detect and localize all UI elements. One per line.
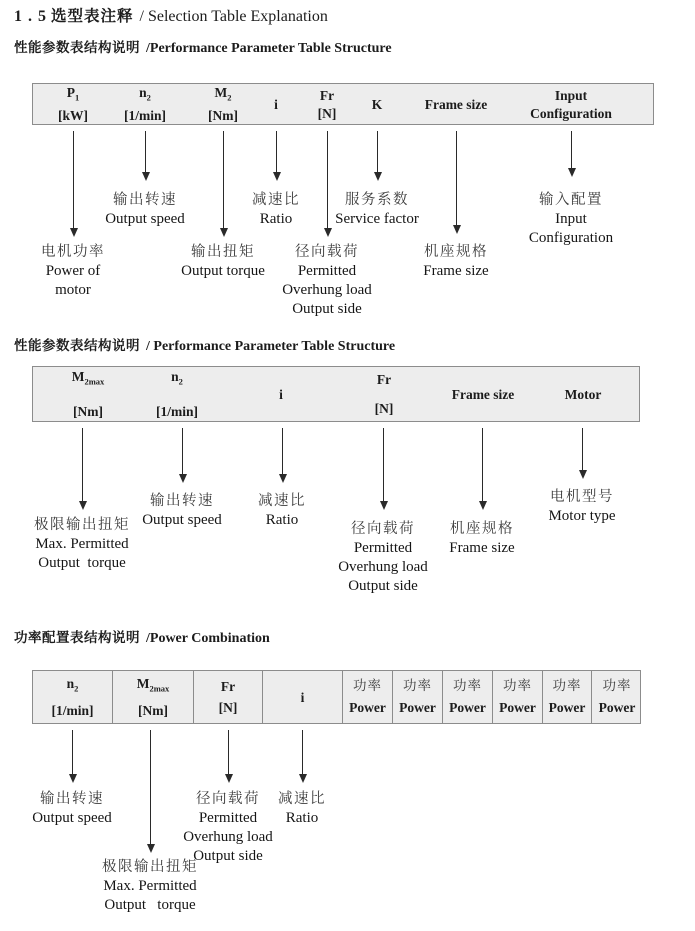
callout-label-english: Ratio [259, 211, 293, 227]
callout-arrow-stem [383, 428, 384, 501]
column-header-main: Motor [564, 386, 602, 402]
callout-label-english: Ratio [265, 512, 299, 528]
arrow-down-icon [299, 774, 307, 783]
arrow-down-icon [179, 474, 187, 483]
column-header-symbol [279, 387, 283, 402]
callout-label-english: Frame size [449, 540, 515, 556]
callout-label-english: Permitted [198, 810, 258, 826]
column-header-subscript: 2 [227, 92, 232, 103]
callout-label-chinese: 输出扭矩 [191, 244, 255, 260]
column-header-symbol [553, 679, 582, 694]
callout-label-english: Output side [292, 301, 362, 317]
callout-label [181, 242, 265, 281]
column-header-main: Frame size [424, 96, 488, 112]
callout-arrow-stem [571, 131, 572, 168]
callout-label-english: Output speed [105, 211, 185, 227]
callout-label-chinese: 减速比 [258, 493, 306, 509]
column-header-unit: [Nm] [73, 403, 103, 419]
column-header-unit: [1/min] [51, 702, 94, 718]
table-column-cell [113, 671, 194, 723]
column-header-symbol [425, 97, 488, 112]
callout-arrow-stem [72, 730, 73, 774]
column-header-symbol [274, 97, 278, 112]
column-header-main: 功率 [453, 678, 482, 694]
column-header-symbol [372, 97, 383, 112]
callout-label [529, 190, 613, 248]
column-header-unit: [kW] [58, 108, 88, 124]
callout-label-chinese: 极限输出扭矩 [102, 859, 198, 875]
table-column-cell [194, 671, 263, 723]
callout-label-chinese: 输入配置 [539, 192, 603, 208]
column-header-main: Input [554, 87, 588, 103]
table-column-cell [393, 671, 443, 723]
callout-label-chinese: 减速比 [278, 791, 326, 807]
callout-label-chinese: 服务系数 [344, 192, 409, 208]
callout-label-chinese: 输出转速 [149, 493, 214, 509]
column-header-main: 功率 [353, 678, 382, 694]
callout-label-english: Max. Permitted [35, 536, 129, 552]
callout-label-english: Max. Permitted [103, 878, 197, 894]
callout-label [335, 190, 419, 229]
callout-label-english: Output speed [142, 512, 222, 528]
column-header-unit: [1/min] [124, 108, 166, 124]
table-column-cell [40, 367, 136, 421]
column-header-symbol [301, 690, 305, 705]
column-header-symbol [452, 387, 515, 402]
column-header-main: i [274, 96, 278, 112]
column-header-symbol [353, 679, 382, 694]
table-column-cell [535, 367, 631, 421]
column-header-main: Frame size [451, 386, 515, 402]
column-header-main: n [66, 676, 75, 692]
callout-label [142, 491, 222, 530]
callout-arrow-stem [282, 428, 283, 474]
arrow-down-icon [79, 501, 87, 510]
callout-label [338, 519, 428, 596]
section-1-heading-chinese: 性能参数表结构说明 [14, 40, 140, 56]
column-header-main: Fr [376, 372, 392, 387]
callout-label-chinese: 电机功率 [41, 244, 105, 260]
column-header-main: 功率 [552, 678, 582, 694]
arrow-down-icon [324, 228, 332, 237]
table-column-cell [543, 671, 592, 723]
column-header-symbol [453, 679, 482, 694]
callout-label [278, 789, 326, 828]
callout-arrow-stem [482, 428, 483, 501]
column-header-symbol [221, 679, 235, 694]
arrow-down-icon [479, 501, 487, 510]
callout-label-english: Configuration [528, 230, 614, 246]
callout-label-english: Permitted [353, 540, 413, 556]
arrow-down-icon [142, 172, 150, 181]
callout-arrow-stem [302, 730, 303, 774]
column-header-symbol [403, 679, 432, 694]
section-3-heading-english: /Power Combination [146, 631, 270, 646]
section-2-heading-english: / Performance Parameter Table Structure [146, 339, 396, 354]
column-header-symbol [377, 372, 391, 387]
table-column-cell [33, 671, 113, 723]
callout-arrow-stem [377, 131, 378, 172]
callout-arrow-stem [276, 131, 277, 172]
callout-arrow-stem [228, 730, 229, 774]
table-column-cell [233, 367, 329, 421]
callout-label-chinese: 径向载荷 [295, 244, 359, 260]
table-column-cell [592, 671, 642, 723]
table-column-cell [443, 671, 493, 723]
callout-label [548, 487, 615, 526]
column-header-unit: Power [598, 700, 636, 715]
callout-label-chinese: 径向载荷 [351, 521, 415, 537]
callout-arrow-stem [223, 131, 224, 228]
callout-label-chinese: 输出转速 [39, 791, 104, 807]
callout-label-english: Power of [45, 263, 101, 279]
column-header-unit: [N] [317, 105, 337, 121]
column-header-unit: [1/min] [156, 403, 198, 419]
arrow-down-icon [568, 168, 576, 177]
column-header-main: n [171, 369, 179, 385]
callout-label-english: Frame size [423, 263, 489, 279]
callout-label-english: Input [555, 211, 587, 227]
table-column-cell [343, 671, 393, 723]
arrow-down-icon [69, 774, 77, 783]
column-header-unit: [N] [374, 401, 394, 416]
callout-label-english: Permitted [297, 263, 357, 279]
callout-label-english: Output torque [38, 555, 126, 571]
column-header-unit: Power [548, 700, 586, 715]
column-header-symbol [139, 85, 151, 106]
column-header-symbol [171, 369, 183, 390]
callout-label-english: Output side [193, 848, 263, 864]
column-header-symbol [555, 88, 587, 103]
callout-label [34, 515, 130, 573]
table-column-cell [435, 367, 531, 421]
callout-label [32, 789, 112, 828]
callout-label-chinese: 电机型号 [549, 489, 614, 505]
column-header-main: M [71, 369, 85, 385]
column-header-unit: Power [399, 700, 436, 715]
table-column-cell [408, 84, 504, 124]
column-header-subscript: 2 [146, 92, 151, 103]
callout-label [449, 519, 514, 558]
column-header-unit: [N] [218, 700, 238, 715]
column-header-main: 功率 [503, 678, 532, 694]
callout-arrow-stem [182, 428, 183, 474]
column-header-main: M [136, 676, 150, 692]
table-column-cell [493, 671, 543, 723]
column-header-main: Fr [220, 679, 236, 694]
section-1-heading-english: /Performance Parameter Table Structure [146, 41, 392, 56]
column-header-unit: [Nm] [208, 108, 238, 124]
callout-label [423, 242, 488, 281]
callout-arrow-stem [150, 730, 151, 844]
column-header-unit: Configuration [530, 105, 612, 121]
column-header-main: 功率 [602, 678, 632, 694]
callout-label-english: Overhung load [338, 559, 428, 575]
callout-arrow-stem [145, 131, 146, 172]
section-2-heading-chinese: 性能参数表结构说明 [14, 338, 140, 354]
arrow-down-icon [453, 225, 461, 234]
column-header-unit: Power [499, 700, 536, 715]
column-header-subscript: 2max [84, 376, 105, 387]
column-header-symbol [565, 387, 602, 402]
arrow-down-icon [273, 172, 281, 181]
arrow-down-icon [70, 228, 78, 237]
callout-label-english: Motor type [548, 508, 616, 524]
column-header-main: K [371, 96, 383, 112]
page-title-number: 1 . 5 [14, 8, 47, 25]
callout-arrow-stem [73, 131, 74, 228]
column-header-symbol [72, 369, 105, 390]
column-header-symbol [603, 679, 632, 694]
section-1-heading [14, 36, 392, 57]
column-header-symbol [67, 676, 79, 697]
column-header-unit: Power [349, 700, 386, 715]
callout-label [41, 242, 105, 300]
column-header-unit: Power [449, 700, 486, 715]
callout-label-chinese: 极限输出扭矩 [34, 517, 130, 533]
callout-label-english: Output torque [104, 897, 196, 913]
arrow-down-icon [220, 228, 228, 237]
section-3-header-table [32, 670, 641, 724]
callout-label [258, 491, 306, 530]
section-3-heading [14, 626, 270, 647]
callout-label-english: Overhung load [183, 829, 273, 845]
section-3-heading-chinese: 功率配置表结构说明 [14, 630, 140, 646]
callout-label [105, 190, 185, 229]
callout-label [282, 242, 372, 319]
arrow-down-icon [374, 172, 382, 181]
table-column-cell [129, 367, 225, 421]
column-header-subscript: 2 [178, 376, 183, 387]
callout-label-chinese: 径向载荷 [196, 791, 260, 807]
callout-label-chinese: 机座规格 [449, 521, 514, 537]
arrow-down-icon [147, 844, 155, 853]
callout-arrow-stem [82, 428, 83, 501]
callout-arrow-stem [456, 131, 457, 225]
callout-label-chinese: 机座规格 [423, 244, 488, 260]
table-column-cell [523, 84, 619, 124]
callout-arrow-stem [327, 131, 328, 228]
column-header-main: i [279, 386, 283, 402]
page-title [14, 4, 328, 26]
callout-label [183, 789, 273, 866]
section-2-heading [14, 334, 395, 355]
callout-label-chinese: 减速比 [252, 192, 300, 208]
table-column-cell [263, 671, 343, 723]
callout-label [252, 190, 300, 229]
callout-label-english: Service factor [335, 211, 419, 227]
column-header-main: P [66, 84, 75, 100]
callout-label-english: Output side [348, 578, 418, 594]
column-header-main: M [214, 84, 228, 100]
column-header-main: 功率 [403, 678, 432, 694]
column-header-subscript: 2 [74, 683, 79, 694]
callout-label-english: Overhung load [282, 282, 372, 298]
arrow-down-icon [279, 474, 287, 483]
table-column-cell [336, 367, 432, 421]
page-title-chinese: 选型表注释 [51, 7, 134, 25]
column-header-symbol [67, 85, 80, 106]
column-header-symbol [137, 676, 170, 697]
callout-label-english: Output speed [32, 810, 112, 826]
column-header-main: i [300, 689, 305, 705]
callout-label-english: Output torque [181, 263, 265, 279]
column-header-subscript: 1 [75, 92, 80, 103]
callout-label-english: Ratio [285, 810, 319, 826]
arrow-down-icon [225, 774, 233, 783]
page-title-english: / Selection Table Explanation [139, 8, 328, 25]
arrow-down-icon [579, 470, 587, 479]
column-header-main: n [139, 84, 147, 100]
callout-arrow-stem [582, 428, 583, 470]
arrow-down-icon [380, 501, 388, 510]
column-header-symbol [503, 679, 532, 694]
callout-label-chinese: 输出转速 [112, 192, 177, 208]
column-header-main: Fr [319, 87, 335, 103]
column-header-subscript: 2max [149, 683, 170, 694]
callout-label-english: motor [55, 282, 91, 298]
column-header-unit: [Nm] [138, 702, 168, 718]
